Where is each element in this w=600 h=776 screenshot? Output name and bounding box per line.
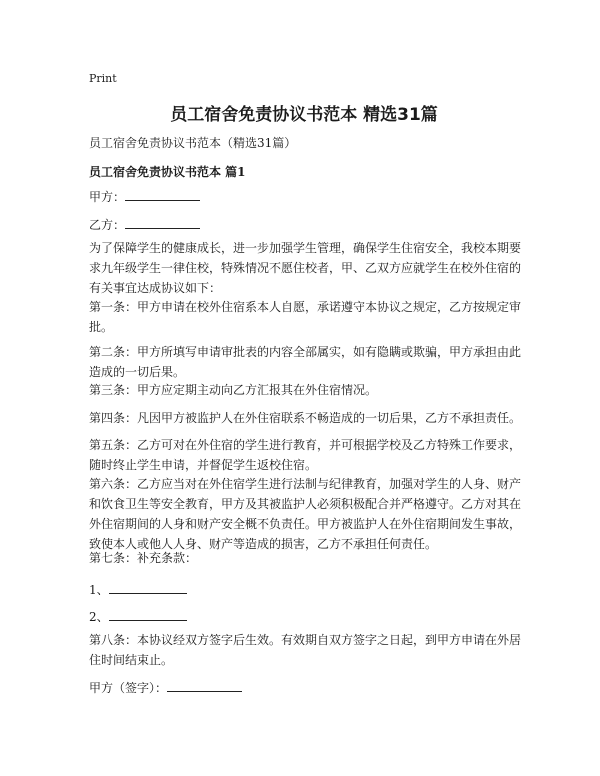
clause-8: 第八条：本协议经双方签字后生效。有效期自双方签字之日起，到甲方申请在外居住时间结束止。 — [89, 633, 522, 667]
clause-5: 第五条：乙方可对在外住宿的学生进行教育，并可根据学校及乙方特殊工作要求，随时终止学生申请，并督促学生返校住宿。 — [89, 438, 522, 472]
clause-7: 第七条：补充条款： — [89, 551, 198, 565]
clause-4: 第四条：凡因甲方被监护人在外住宿联系不畅造成的一切后果，乙方不承担责任。 — [89, 411, 522, 425]
print-link[interactable]: Print — [89, 72, 117, 85]
clause-3: 第三条：甲方应定期主动向乙方汇报其在外住宿情况。 — [89, 383, 378, 397]
clause-6: 第六条：乙方应当对在外住宿学生进行法制与纪律教育，加强对学生的人身、财产和饮食卫生等安全教育，甲方及其被监护人必须积极配合并严格遵守。乙方对其在外住宿期间的人身和财产安全概不负责任。甲方被监护人在外住宿期间发生事故，致使本人或他人人身、财产等造成的损害，乙方不承担任何责任。 — [89, 477, 522, 551]
section-heading: 员工宿舍免责协议书范本 篇1 — [89, 165, 246, 179]
signature-label: 甲方（签字）： — [89, 681, 168, 695]
party-b-blank — [125, 216, 200, 229]
party-b-label: 乙方： — [89, 218, 126, 232]
party-a-line — [89, 187, 521, 207]
signature-line — [89, 678, 521, 698]
supplement-item-2-label: 2、 — [89, 610, 109, 624]
supplement-item-1-blank — [109, 581, 187, 594]
document-subtitle: 员工宿舍免责协议书范本（精选31篇） — [89, 136, 297, 150]
party-a-label: 甲方： — [89, 190, 126, 204]
supplement-item-2-blank — [109, 608, 187, 621]
clause-2: 第二条：甲方所填写申请审批表的内容全部属实，如有隐瞒或欺骗，甲方承担由此造成的一切后果。 — [89, 345, 522, 379]
supplement-item-1-label: 1、 — [89, 583, 109, 597]
page-title: 员工宿舍免责协议书范本 精选31篇 — [170, 105, 438, 125]
supplement-item-2 — [89, 607, 521, 627]
party-b-line — [89, 215, 521, 235]
supplement-item-1 — [89, 580, 521, 600]
party-a-blank — [125, 188, 200, 201]
clause-1: 第一条：甲方申请在校外住宿系本人自愿，承诺遵守本协议之规定，乙方按规定审批。 — [89, 300, 522, 334]
signature-blank — [167, 679, 242, 692]
intro-paragraph: 为了保障学生的健康成长，进一步加强学生管理，确保学生住宿安全，我校本期要求九年级学生一律住校，特殊情况不愿住校者，甲、乙双方应就学生在校外住宿的有关事宜达成协议如下： — [89, 241, 522, 295]
